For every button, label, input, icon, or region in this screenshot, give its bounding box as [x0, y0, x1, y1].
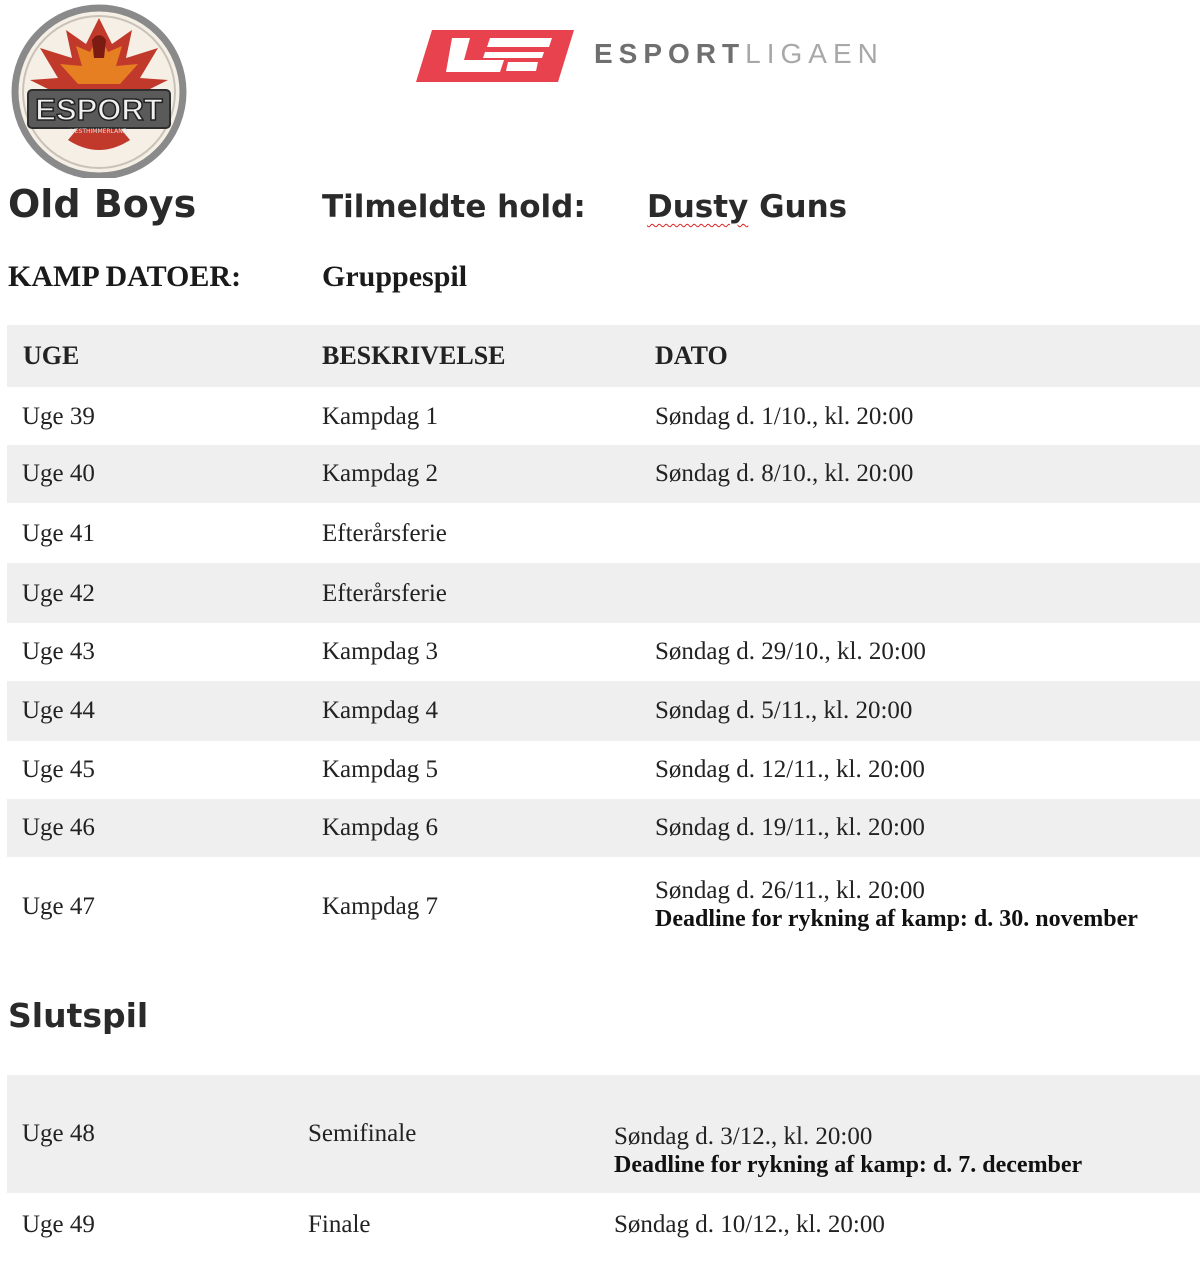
team-name: Dusty Guns	[647, 189, 848, 225]
description-cell: Kampdag 5	[322, 756, 438, 783]
deadline-note: Deadline for rykning af kamp: d. 30. november	[655, 906, 1138, 932]
date-cell: Søndag d. 29/10., kl. 20:00	[655, 638, 926, 665]
table-row	[7, 741, 1200, 799]
description-cell: Kampdag 4	[322, 697, 438, 724]
table-row	[7, 387, 1200, 445]
date-cell: Søndag d. 1/10., kl. 20:00	[655, 403, 914, 430]
week-cell: Uge 41	[22, 520, 95, 547]
esportligaen-emblem-icon	[412, 26, 582, 86]
deadline-note: Deadline for rykning af kamp: d. 7. december	[614, 1152, 1083, 1178]
description-cell: Kampdag 2	[322, 460, 438, 487]
date-cell: Søndag d. 12/11., kl. 20:00	[655, 756, 925, 783]
date-cell: Søndag d. 5/11., kl. 20:00	[655, 697, 913, 724]
description-cell: Efterårsferie	[322, 580, 447, 607]
table-row	[7, 563, 1200, 623]
esportligaen-logo	[412, 26, 952, 86]
match-dates-label: KAMP DATOER:	[8, 260, 242, 293]
table-row	[7, 1075, 1200, 1193]
week-cell: Uge 47	[22, 893, 95, 920]
date-cell: Søndag d. 10/12., kl. 20:00	[614, 1211, 885, 1238]
column-header-date: DATO	[655, 341, 728, 370]
description-cell: Finale	[308, 1211, 371, 1238]
esport-logo-text: ESPORT	[35, 92, 163, 127]
description-cell: Efterårsferie	[322, 520, 447, 547]
week-cell: Uge 48	[22, 1120, 95, 1147]
table-row	[7, 857, 1200, 947]
registered-teams-label: Tilmeldte hold:	[322, 189, 586, 225]
esportligaen-wordmark: ESPORTLIGAEN	[594, 38, 884, 69]
table-row	[7, 1193, 1200, 1257]
description-cell: Kampdag 7	[322, 893, 438, 920]
group-stage-label: Gruppespil	[322, 260, 468, 293]
table-row	[7, 445, 1200, 503]
week-cell: Uge 42	[22, 580, 95, 607]
table-header-row	[7, 325, 1200, 387]
description-cell: Kampdag 6	[322, 814, 438, 841]
week-cell: Uge 43	[22, 638, 95, 665]
table-row	[7, 681, 1200, 741]
week-cell: Uge 46	[22, 814, 95, 841]
date-cell: Søndag d. 3/12., kl. 20:00	[614, 1123, 873, 1150]
date-cell: Søndag d. 26/11., kl. 20:00	[655, 877, 925, 904]
week-cell: Uge 49	[22, 1211, 95, 1238]
division-title: Old Boys	[8, 182, 197, 226]
table-row	[7, 799, 1200, 857]
table-row	[7, 503, 1200, 563]
playoffs-title: Slutspil	[8, 996, 149, 1035]
column-header-description: BESKRIVELSE	[322, 341, 506, 370]
date-cell: Søndag d. 8/10., kl. 20:00	[655, 460, 914, 487]
week-cell: Uge 40	[22, 460, 95, 487]
esport-logo-subtext: VESTHIMMERLAND	[70, 128, 128, 135]
week-cell: Uge 45	[22, 756, 95, 783]
esport-vesthimmerland-logo	[8, 0, 190, 178]
description-cell: Kampdag 3	[322, 638, 438, 665]
column-header-week: UGE	[23, 341, 80, 370]
date-cell: Søndag d. 19/11., kl. 20:00	[655, 814, 925, 841]
description-cell: Semifinale	[308, 1120, 417, 1147]
week-cell: Uge 44	[22, 697, 95, 724]
table-row	[7, 623, 1200, 681]
description-cell: Kampdag 1	[322, 403, 438, 430]
week-cell: Uge 39	[22, 403, 95, 430]
